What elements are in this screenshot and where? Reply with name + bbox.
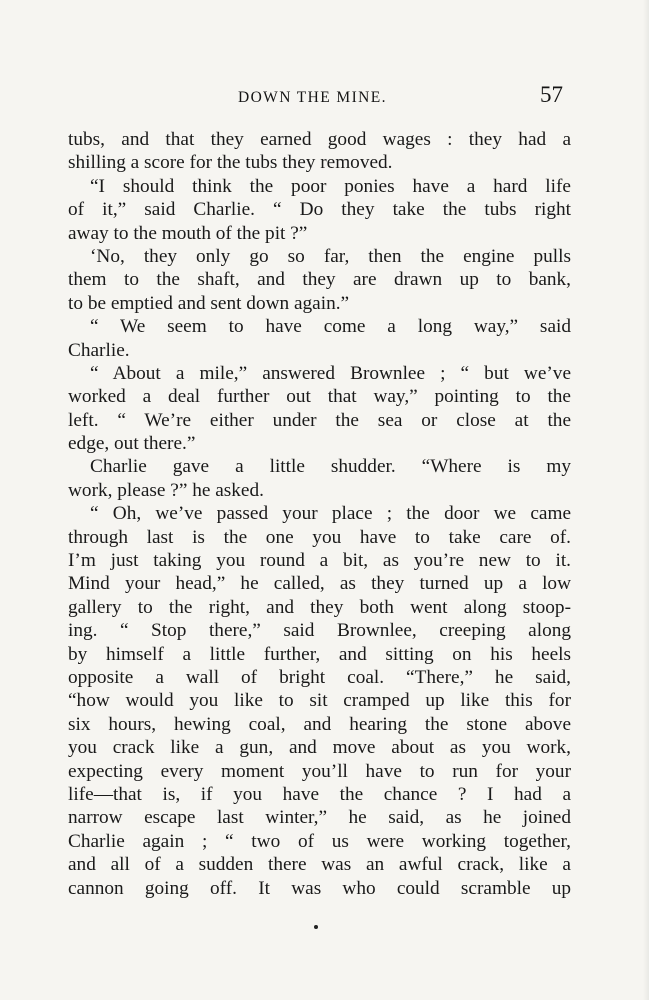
page-edge-shadow (643, 0, 649, 1000)
text-line: “ Oh, we’ve passed your place ; the door we came (90, 503, 571, 525)
text-line: away to the mouth of the pit ?” (68, 222, 308, 244)
text-line: shilling a score for the tubs they removed. (68, 152, 393, 174)
text-line: “I should think the poor ponies have a hard life (90, 175, 571, 197)
running-title: DOWN THE MINE. (238, 89, 387, 106)
text-line: you crack like a gun, and move about as you work, (68, 737, 571, 759)
text-line: tubs, and that they earned good wages : they had a (68, 129, 571, 150)
text-line: I’m just taking you round a bit, as you’re new to it. (68, 550, 571, 572)
running-head (0, 80, 649, 116)
text-line: worked a deal further out that way,” pointing to the (68, 386, 571, 408)
text-line: ‘No, they only go so far, then the engine pulls (90, 245, 571, 267)
text-line: gallery to the right, and they both went along stoop- (68, 596, 571, 618)
text-line: life—that is, if you have the chance ? I had a (68, 783, 571, 805)
text-line: and all of a sudden there was an awful crack, like a (68, 854, 571, 876)
text-line: opposite a wall of bright coal. “There,” he said, (68, 666, 571, 688)
text-line: expecting every moment you’ll have to run for your (68, 760, 571, 782)
text-line: “how would you like to sit cramped up like this for (68, 690, 571, 712)
body-text (68, 128, 571, 900)
text-line: work, please ?” he asked. (68, 479, 264, 501)
text-line: by himself a little further, and sitting on his heels (68, 643, 571, 665)
text-line: Charlie again ; “ two of us were working together, (68, 830, 571, 852)
text-line: “ We seem to have come a long way,” said (90, 316, 571, 338)
text-line: Charlie gave a little shudder. “Where is my (90, 456, 571, 478)
page-number: 57 (540, 82, 563, 107)
text-line: to be emptied and sent down again.” (68, 292, 350, 314)
footer-dot-mark (314, 925, 318, 929)
text-line: narrow escape last winter,” he said, as he joined (68, 807, 571, 829)
text-line: Mind your head,” he called, as they turned up a low (68, 573, 571, 595)
text-line: edge, out there.” (68, 433, 196, 455)
text-line: cannon going off. It was who could scramble up (68, 877, 571, 899)
text-line: through last is the one you have to take care of. (68, 526, 571, 548)
text-line: them to the shaft, and they are drawn up to bank, (68, 269, 571, 291)
text-line: “ About a mile,” answered Brownlee ; “ but we’ve (90, 362, 571, 384)
text-line: Charlie. (68, 339, 130, 361)
text-line: ing. “ Stop there,” said Brownlee, creeping along (68, 620, 571, 642)
text-line: six hours, hewing coal, and hearing the stone above (68, 713, 571, 735)
text-line: of it,” said Charlie. “ Do they take the tubs right (68, 199, 571, 221)
text-line: left. “ We’re either under the sea or close at the (68, 409, 571, 431)
